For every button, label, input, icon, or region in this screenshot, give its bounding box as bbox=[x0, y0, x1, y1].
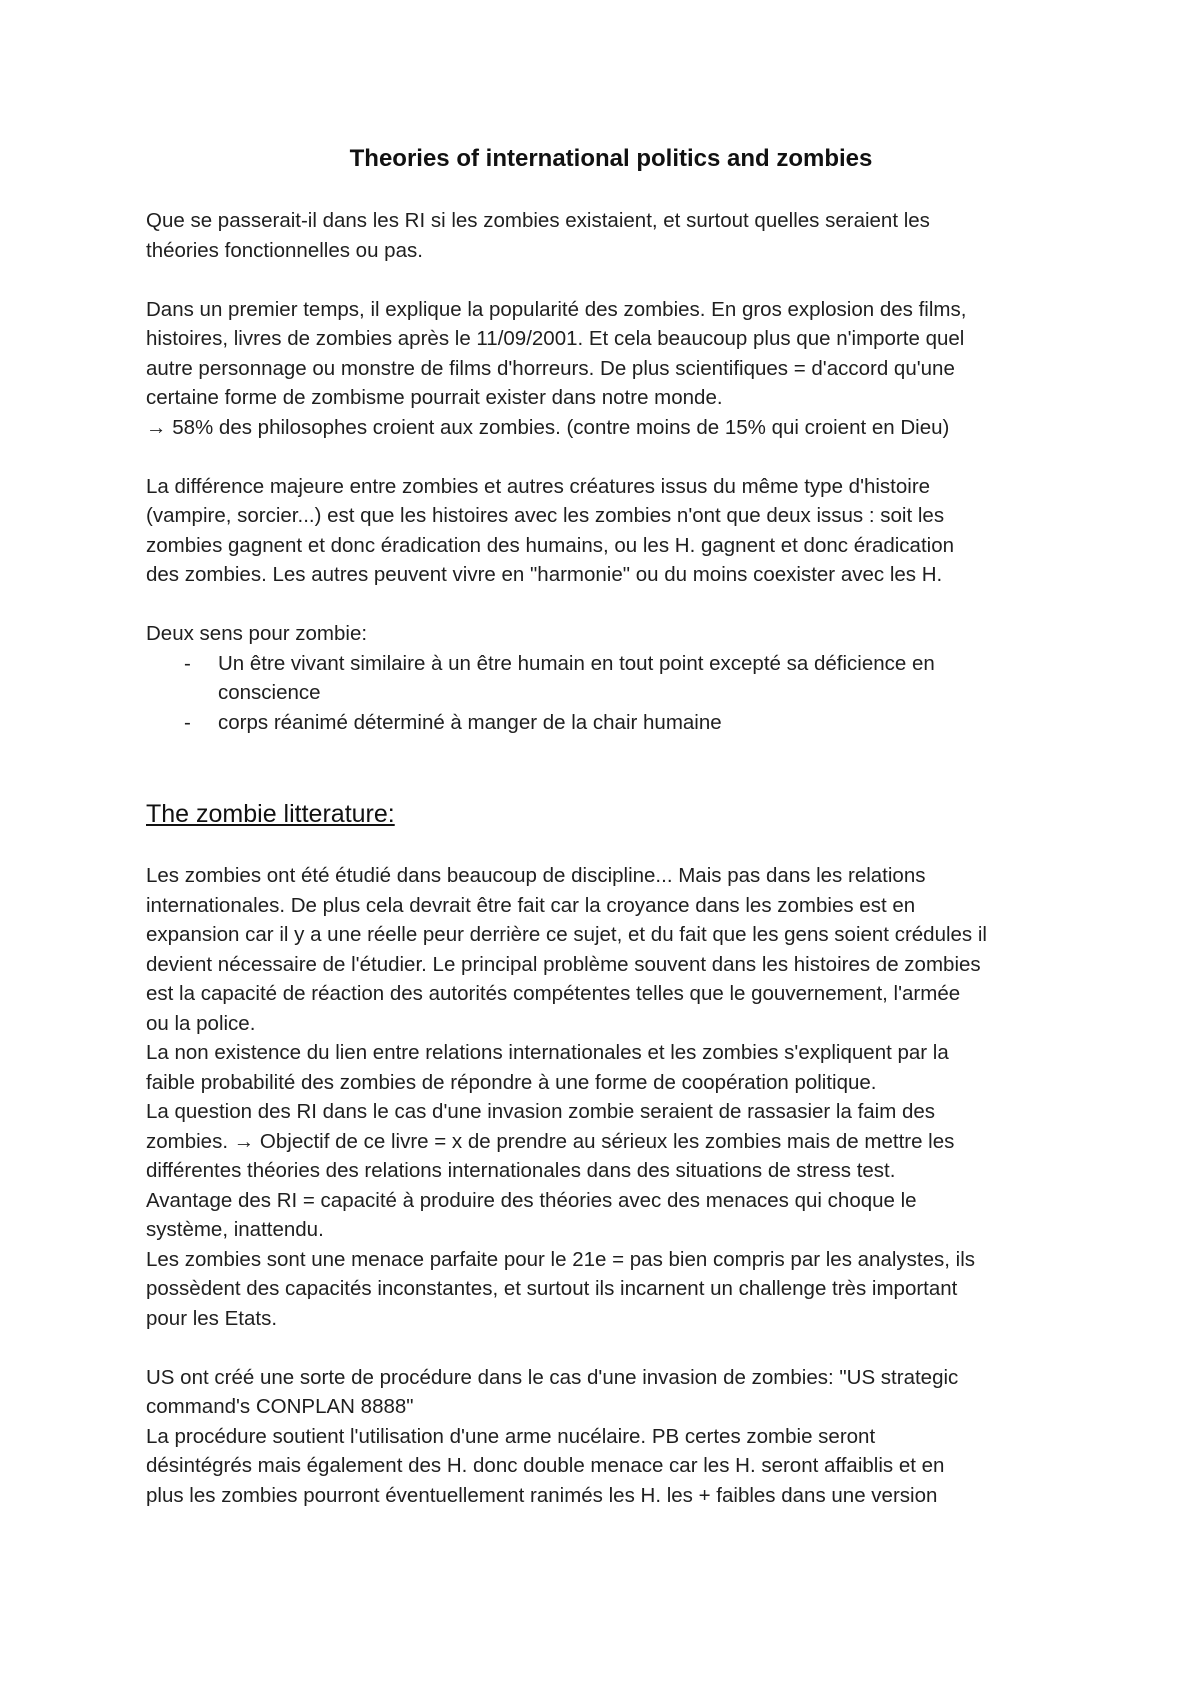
popularity-paragraph bbox=[146, 295, 1076, 443]
section-heading: The zombie litterature: bbox=[146, 800, 395, 828]
text-line: zombies. → Objectif de ce livre = x de prendre au sérieux les zombies mais de mettre les bbox=[146, 1129, 955, 1153]
document-title: Theories of international politics and zombies bbox=[349, 145, 873, 172]
text-line: Avantage des RI = capacité à produire des théories avec des menaces qui choque le bbox=[146, 1188, 917, 1212]
text-line: command's CONPLAN 8888" bbox=[146, 1395, 414, 1418]
dash-bullet: - bbox=[184, 710, 191, 734]
text-line: Un être vivant similaire à un être humain en tout point excepté sa déficience en bbox=[218, 651, 935, 675]
text-line: La différence majeure entre zombies et autres créatures issus du même type d'histoire bbox=[146, 474, 931, 498]
list-item bbox=[146, 649, 1076, 708]
text-line: ou la police. bbox=[146, 1011, 256, 1035]
text-line: zombies gagnent et donc éradication des humains, ou les H. gagnent et donc éradication bbox=[146, 533, 954, 557]
text-line: faible probabilité des zombies de répondre à une forme de coopération politique. bbox=[146, 1070, 877, 1094]
text-line: Les zombies ont été étudié dans beaucoup de discipline... Mais pas dans les relations bbox=[146, 864, 926, 887]
text-line: Les zombies sont une menace parfaite pour le 21e = pas bien compris par les analystes, ils bbox=[146, 1247, 975, 1271]
text-line: La question des RI dans le cas d'une invasion zombie seraient de rassasier la faim des bbox=[146, 1100, 936, 1123]
intro-paragraph bbox=[146, 206, 1076, 265]
text-line: conscience bbox=[218, 681, 321, 704]
text-line: expansion car il y a une réelle peur derrière ce sujet, et du fait que les gens soient crédules il bbox=[146, 923, 987, 946]
text-line: US ont créé une sorte de procédure dans le cas d'une invasion de zombies: "US strategic bbox=[146, 1365, 959, 1389]
text-line: désintégrés mais également des H. donc double menace car les H. seront affaiblis et en bbox=[146, 1454, 945, 1477]
us-procedure-paragraph bbox=[146, 1363, 1076, 1511]
document-page bbox=[146, 142, 1076, 1540]
text-line: plus les zombies pourront éventuellement ranimés les H. les + faibles dans une version bbox=[146, 1483, 938, 1507]
text-line: (vampire, sorcier...) est que les histoires avec les zombies n'ont que deux issus : soit les bbox=[146, 504, 945, 527]
text-line: internationales. De plus cela devrait être fait car la croyance dans les zombies est en bbox=[146, 893, 916, 917]
list-item bbox=[146, 708, 1076, 738]
text-line: devient nécessaire de l'étudier. Le principal problème souvent dans les histoires de zombies bbox=[146, 952, 981, 976]
text-line: autre personnage ou monstre de films d'horreurs. De plus scientifiques = d'accord qu'une bbox=[146, 356, 955, 380]
text-line: différentes théories des relations internationales dans des situations de stress test. bbox=[146, 1159, 896, 1182]
text-line: théories fonctionnelles ou pas. bbox=[146, 238, 423, 262]
text-line: système, inattendu. bbox=[146, 1218, 324, 1241]
dash-bullet: - bbox=[184, 651, 191, 675]
text-line: Que se passerait-il dans les RI si les zombies existaient, et surtout quelles seraient les bbox=[146, 209, 930, 232]
text-line: La non existence du lien entre relations internationales et les zombies s'expliquent par la bbox=[146, 1041, 949, 1064]
meanings-label: Deux sens pour zombie: bbox=[146, 622, 368, 645]
text-line: La procédure soutient l'utilisation d'une arme nucélaire. PB certes zombie seront bbox=[146, 1424, 876, 1448]
text-line: pour les Etats. bbox=[146, 1306, 278, 1330]
literature-paragraph bbox=[146, 861, 1076, 1333]
text-line: corps réanimé déterminé à manger de la chair humaine bbox=[218, 710, 722, 734]
text-line: certaine forme de zombisme pourrait exister dans notre monde. bbox=[146, 386, 723, 409]
text-line: → 58% des philosophes croient aux zombies. (contre moins de 15% qui croient en Dieu) bbox=[146, 415, 950, 439]
text-line: possèdent des capacités inconstantes, et surtout ils incarnent un challenge très important bbox=[146, 1277, 958, 1300]
text-line: des zombies. Les autres peuvent vivre en "harmonie" ou du moins coexister avec les H. bbox=[146, 563, 943, 586]
text-line: est la capacité de réaction des autorités compétentes telles que le gouvernement, l'armée bbox=[146, 982, 961, 1005]
text-line: Dans un premier temps, il explique la popularité des zombies. En gros explosion des films, bbox=[146, 297, 967, 321]
meanings-list bbox=[146, 649, 1076, 738]
difference-paragraph bbox=[146, 472, 1076, 590]
text-line: histoires, livres de zombies après le 11/09/2001. Et cela beaucoup plus que n'importe quel bbox=[146, 327, 965, 350]
